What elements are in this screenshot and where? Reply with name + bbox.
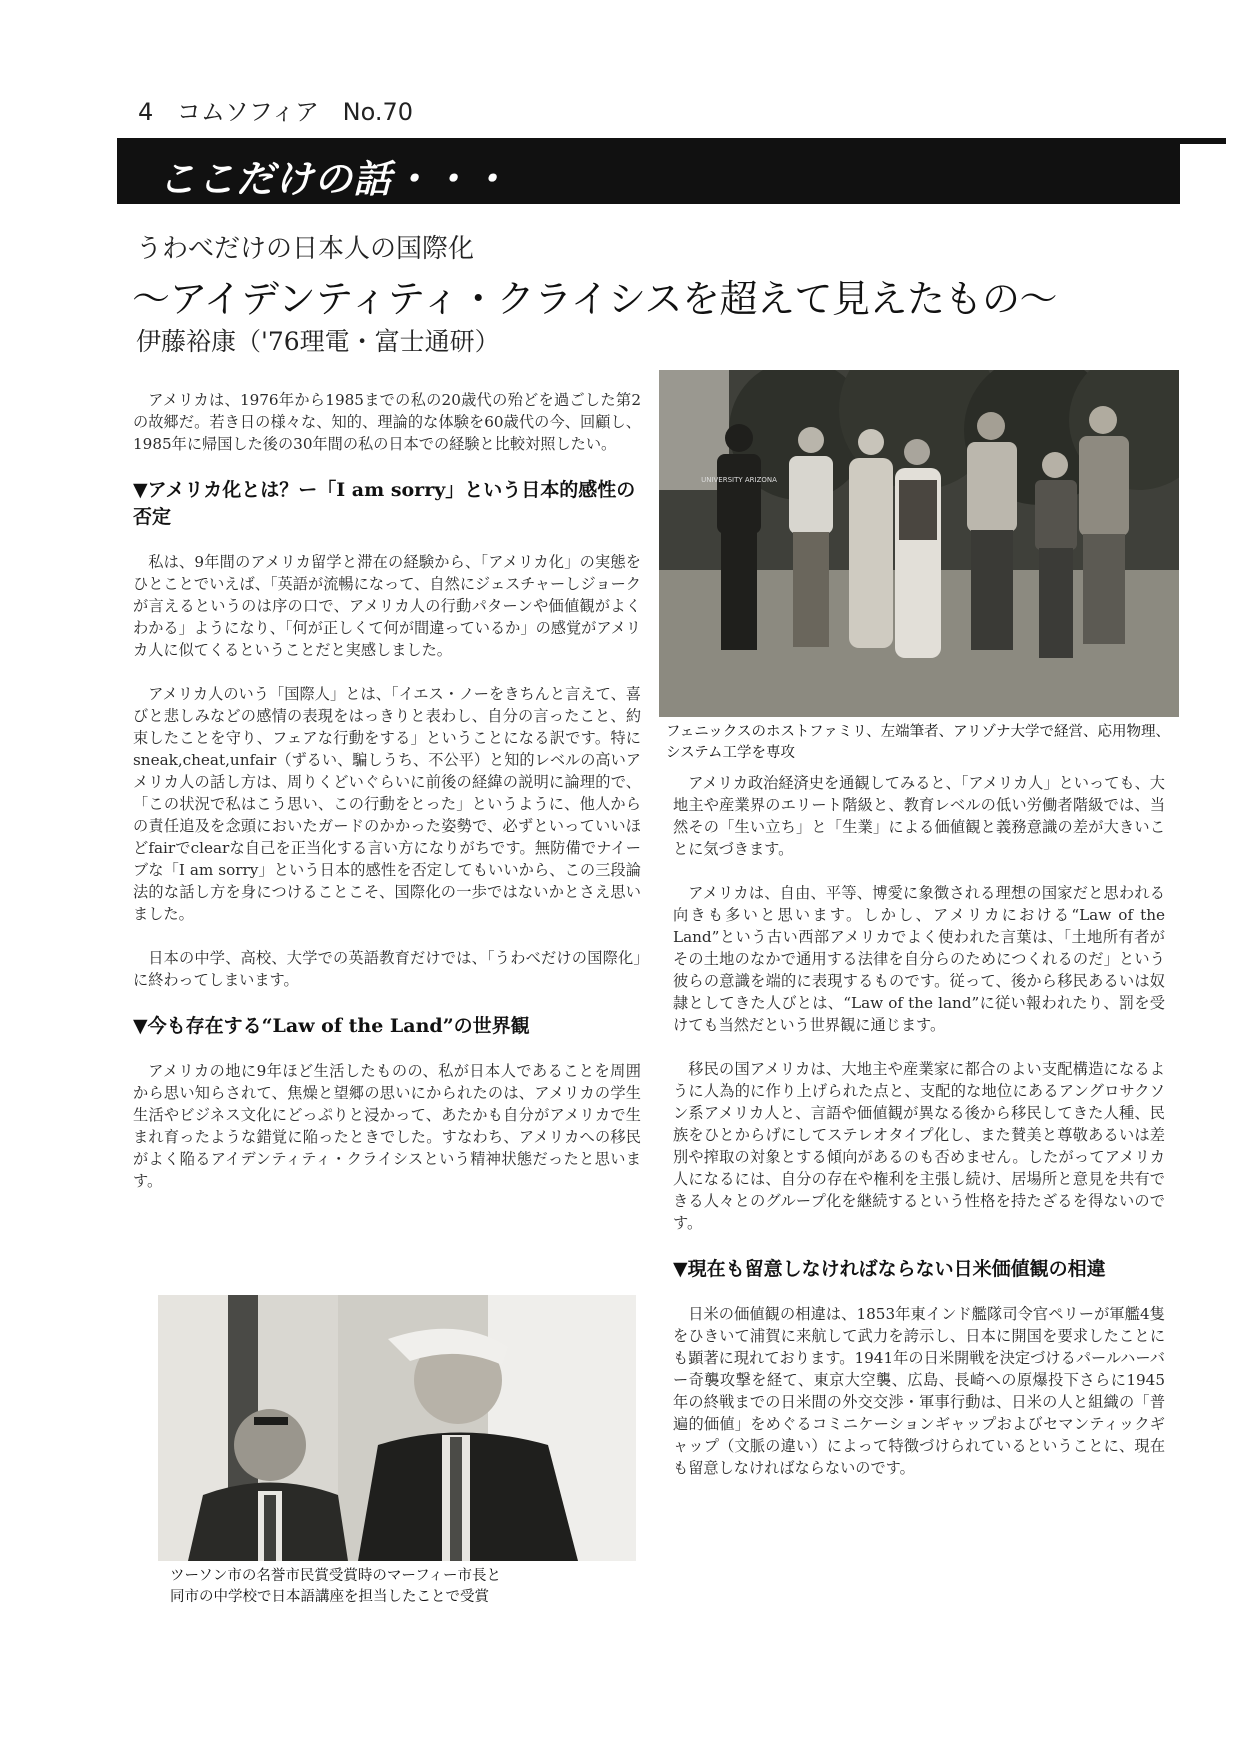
mayor-award-photo <box>158 1295 636 1561</box>
paragraph: 移民の国アメリカは、大地主や産業家に都合のよい支配構造になるように人為的に作り上げられた点と、支配的な地位にあるアングロサクソン系アメリカ人と、言語や価値観が異なる後から移民してきた人種、民族をひとからげにしてステレオタイプ化し、また賛美と尊敬あるいは差別や搾取の対象とする傾向があるのも否めません。したがってアメリカ人になるには、自分の存在や権利を主張し続け、居場所と意見を共有できる人々とのグループ化を継続するという性格を持たざるを得ないのです。 <box>673 1060 1165 1232</box>
section-title: ここだけの話・・・ <box>158 157 510 201</box>
article-kicker: うわべだけの日本人の国際化 <box>136 234 475 264</box>
paragraph: アメリカ政治経済史を通観してみると、「アメリカ人」といっても、大地主や産業界のエリート階級と、教育レベルの低い労働者階級では、当然その「生い立ち」と「生業」による価値観と義務意識の差が大きいことに気づきます。 <box>673 774 1165 858</box>
mayor-photo-caption <box>170 1566 640 1608</box>
paragraph: 日本の中学、高校、大学での英語教育だけでは、「うわべだけの国際化」に終わってしまいます。 <box>133 949 641 989</box>
section-heading: ▼アメリカ化とは？ー「I am sorry」という日本的感性の否定 <box>133 479 636 528</box>
paragraph: アメリカは、1976年から1985までの私の20歳代の殆どを過ごした第2の故郷だ。若き日の様々な、知的、理論的な体験を60歳代の今、回顧し、1985年に帰国した後の30年間の私の日本での経験と比較対照したい。 <box>133 391 641 453</box>
paragraph: 日米の価値観の相違は、1853年東インド艦隊司令官ペリーが軍艦4隻をひきいて浦賀に来航して武力を誇示し、日本に開国を要求したことにも顕著に現れております。1941年の日米開戦を決定づけるパールハーバー奇襲攻撃を経て、東京大空襲、広島、長崎への原爆投下さらに1945年の終戦までの日米間の外交交渉・軍事行動は、日米の人と組織の「普遍的価値」をめぐるコミニケーションギャップおよびセマンティックギャップ（文脈の違い）によって特徴づけられているということに、現在も留意しなければならないのです。 <box>673 1305 1165 1477</box>
section-heading: ▼今も存在する“Law of the Land”の世界観 <box>133 1015 530 1037</box>
paragraph: 私は、9年間のアメリカ留学と滞在の経験から、「アメリカ化」の実態をひとことでいえば、「英語が流暢になって、自然にジェスチャーしジョークが言えるというのは序の口で、アメリカ人の行動パターンや価値観がよくわかる」ようになり、「何が正しくて何が間違っているか」の感覚がアメリカ人に似てくるということだと実感しました。 <box>133 553 641 659</box>
left-column <box>133 389 641 1214</box>
section-heading: ▼現在も留意しなければならない日米価値観の相違 <box>673 1258 1106 1280</box>
article-byline: 伊藤裕康（'76理電・富士通研） <box>136 327 500 356</box>
banner-rule <box>1180 138 1226 144</box>
caption-line: 同市の中学校で日本語講座を担当したことで受賞 <box>170 1589 489 1605</box>
right-column <box>673 772 1165 1501</box>
article-headline: ～アイデンティティ・クライシスを超えて見えたもの～ <box>132 277 1057 321</box>
host-family-photo <box>659 370 1179 717</box>
issue-number: No.70 <box>342 98 414 126</box>
caption-line: ツーソン市の名誉市民賞受賞時のマーフィー市長と <box>170 1568 502 1584</box>
shirt-text: UNIVERSITY ARIZONA <box>701 476 777 484</box>
page-header <box>138 92 429 127</box>
page-number: 4 <box>138 98 154 126</box>
paragraph: アメリカ人のいう「国際人」とは、「イエス・ノーをきちんと言えて、喜びと悲しみなどの感情の表現をはっきりと表わし、自分の言ったこと、約束したことを守り、フェアな行動をする」ということになる訳です。特にsneak,cheat,unfair（ずるい、騙しうち、不公平）と知的レベルの高いアメリカ人の話し方は、周りくどいぐらいに前後の経緯の説明に論理的で、「この状況で私はこう思い、この行動をとった」というように、他人からの責任追及を念頭においたガードのかかった姿勢で、必ずといっていいほどfairでclearな自己を正当化する言い方になりがちです。無防備でナイーブな「I am sorry」という日本的感性を否定してもいいから、この三段論法的な話し方を身につけることこそ、国際化の一歩ではないかとさえ思いました。 <box>133 685 641 923</box>
host-family-caption: フェニックスのホストファミリ、左端筆者、アリゾナ大学で経営、応用物理、システム工学を専攻 <box>666 724 1171 761</box>
publication-name: コムソフィア <box>176 98 320 126</box>
paragraph: アメリカは、自由、平等、博愛に象徴される理想の国家だと思われる向きも多いと思います。しかし、アメリカにおける“Law of the Land”という古い西部アメリカでよく使われた言葉は、「土地所有者がその土地のなかで通用する法律を自分らのためにつくれるのだ」という彼らの意識を端的に表現するものです。従って、後から移民あるいは奴隷としてきた人びとは、“Law of the land”に従い報われたり、罰を受けても当然だという世界観に通じます。 <box>673 884 1165 1034</box>
paragraph: アメリカの地に9年ほど生活したものの、私が日本人であることを周囲から思い知らされて、焦燥と望郷の思いにかられたのは、アメリカの学生生活やビジネス文化にどっぷりと浸かって、あたかも自分がアメリカで生まれ育ったような錯覚に陥ったときでした。すなわち、アメリカへの移民がよく陥るアイデンティティ・クライシスという精神状態だったと思います。 <box>133 1062 641 1190</box>
